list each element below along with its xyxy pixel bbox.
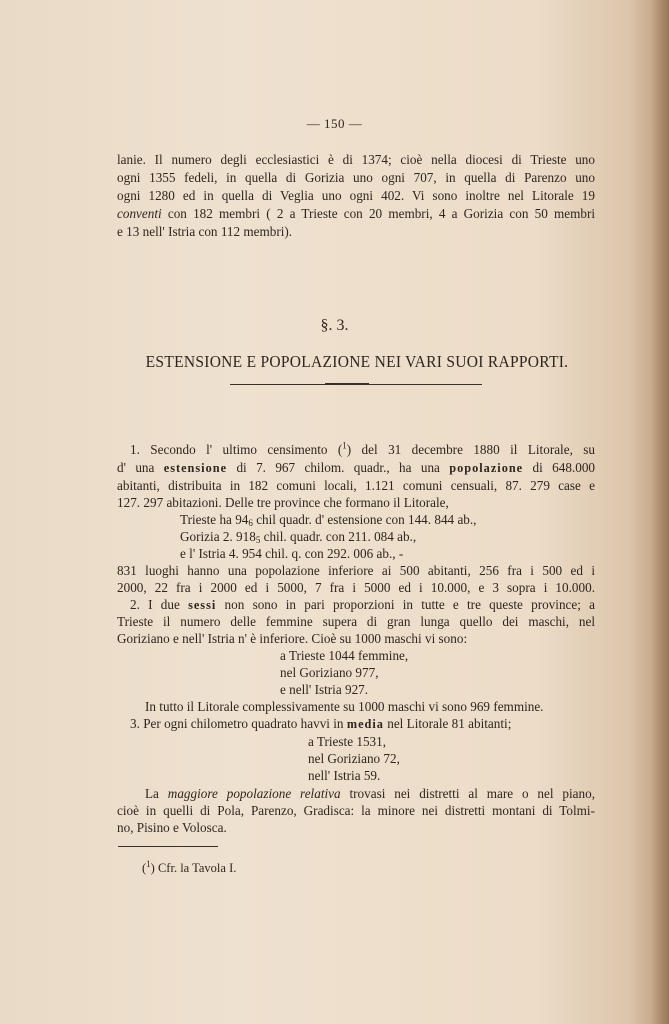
density-gorizia: nel Goriziano 72, <box>308 751 400 766</box>
p1-line-9: 2000, 22 fra i 2000 ed i 5000, 7 fra i 5000 ed i 10.000, e 3 sopra i 10.000. <box>117 580 595 595</box>
page-edge-shadow <box>651 0 669 1024</box>
p1-line-8: 831 luoghi hanno una popolazione inferiore ai 500 abitanti, 256 fra i 500 ed i <box>117 563 595 578</box>
sessi-emphasis: sessi <box>188 598 217 612</box>
p1-line-1: 1. Secondo l' ultimo censimento ($^1$) del 31 decembre 1880 il Litorale, su <box>130 440 596 457</box>
section-number: §. 3. <box>320 317 349 334</box>
p1-line-3: abitanti, distribuita in 182 comuni locali, 1.121 comuni censuali, 87. 279 case e <box>117 478 595 493</box>
province-trieste: Trieste ha $94_6$ chil quadr. d' estensione con 144. 844 ab., <box>180 512 477 528</box>
page-number: — 150 — <box>306 116 363 131</box>
p3-line-5: La maggiore popolazione relativa trovasi nei distretti al mare o nel piano, <box>145 786 596 801</box>
province-istria: e l' Istria 4. 954 chil. q. con 292. 006 ab., - <box>180 546 404 561</box>
p3-line-6: cioè in quelli di Pola, Parenzo, Gradisca: la minore nei distretti montani di Tolmi- <box>117 803 595 818</box>
density-trieste: a Trieste 1531, <box>308 734 387 749</box>
section-title: ESTENSIONE E POPOLAZIONE NEI VARI SUOI RAPPORTI. <box>145 352 569 371</box>
sex-ratio-trieste: a Trieste 1044 femmine, <box>280 648 409 663</box>
footnote-ref: 1 <box>342 440 347 451</box>
p3-line-1: 3. Per ogni chilometro quadrato havvi in media nel Litorale 81 abitanti; <box>130 716 512 731</box>
p2-line-3: Goriziano e nell' Istria n' è inferiore. Cioè su 1000 maschi vi sono: <box>117 631 468 646</box>
p2-line-1: 2. I due sessi non sono in pari proporzioni in tutte e tre queste province; a <box>130 597 596 612</box>
intro-line-2: ogni 1355 fedeli, in quella di Gorizia uno ogni 707, in quella di Parenzo uno <box>117 170 595 185</box>
p1-line-2: d' una estensione di 7. 967 chilom. quadr., ha una popolazione di 648.000 <box>117 460 596 475</box>
estensione-emphasis: estensione <box>163 461 228 475</box>
density-istria: nell' Istria 59. <box>308 768 381 783</box>
province-gorizia: Gorizia 2. $918_5$ chil. quadr. con 211. 084 ab., <box>180 529 417 545</box>
maggiore-popolazione-italic: maggiore popolazione relativa <box>167 786 341 801</box>
media-emphasis: media <box>346 717 384 731</box>
intro-line-5: e 13 nell' Istria con 112 membri). <box>117 224 293 239</box>
intro-line-4: conventi con 182 membri ( 2 a Trieste con 20 membri, 4 a Gorizia con 50 membri <box>117 206 595 221</box>
heading-rule-center <box>325 383 369 385</box>
intro-line-3: ogni 1280 ed in quella di Veglia uno ogni 402. Vi sono inoltre nel Litorale 19 <box>117 188 595 203</box>
footnote: ($^1$) Cfr. la Tavola I. <box>142 858 237 875</box>
sex-ratio-total: In tutto il Litorale complessivamente su 1000 maschi vi sono 969 femmine. <box>145 699 544 714</box>
p2-line-2: Trieste il numero delle femmine supera di gran lunga quello dei maschi, nel <box>117 614 595 629</box>
sex-ratio-gorizia: nel Goriziano 977, <box>280 665 379 680</box>
popolazione-emphasis: popolazione <box>449 461 524 475</box>
sex-ratio-istria: e nell' Istria 927. <box>280 682 369 697</box>
footnote-marker: 1 <box>146 858 151 869</box>
p3-line-7: no, Pisino e Volosca. <box>117 820 227 835</box>
footnote-rule <box>118 846 218 847</box>
p1-line-4: 127. 297 abitazioni. Delle tre province che formano il Litorale, <box>117 495 449 510</box>
intro-line-1: lanie. Il numero degli ecclesiastici è di 1374; cioè nella diocesi di Trieste uno <box>117 152 595 167</box>
conventi-italic: conventi <box>117 206 162 221</box>
